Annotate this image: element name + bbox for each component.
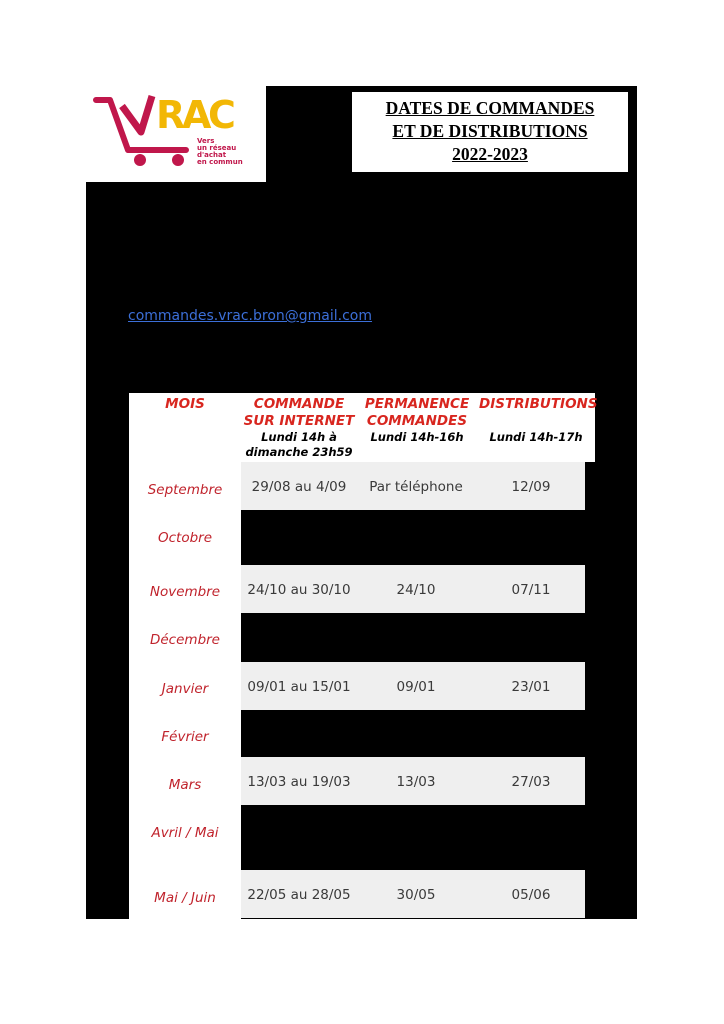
contact-email-link[interactable]: commandes.vrac.bron@gmail.com [128,308,373,324]
month-cell: Février [161,729,209,745]
header-mois-label: MOIS [165,396,205,412]
logo-tagline-line: un réseau [197,144,237,152]
header-commande-hours: Lundi 14h à [261,430,337,444]
header-distributions-title: DISTRIBUTIONS [479,396,598,412]
header-mois [129,396,241,413]
month-cell: Mai / Juin [154,890,216,906]
header-permanence [359,396,475,445]
month-cell: Octobre [157,530,213,546]
month-cell: Novembre [149,584,221,600]
svg-text:A: A [182,93,212,137]
distribution-cell: 05/06 [511,887,551,903]
logo-tagline [197,138,243,166]
header-commande-title: SUR INTERNET [243,413,355,429]
header-permanence-hours: Lundi 14h-16h [370,430,464,444]
header-distributions [479,396,598,445]
logo-panel [86,86,266,182]
header-commande [241,396,357,460]
permanence-cell: 30/05 [396,887,436,903]
logo-tagline-line: en commun [197,158,243,166]
commande-cell: 22/05 au 28/05 [247,887,351,903]
vrac-cart-logo-icon [86,86,266,182]
distribution-cell: 07/11 [511,582,551,598]
header-commande-title: COMMANDE [253,396,345,412]
document-title [352,92,628,172]
title-line-2: ET DE DISTRIBUTIONS [392,121,588,141]
commande-cell: 29/08 au 4/09 [251,479,347,495]
table-header [129,393,598,462]
month-cell: Avril / Mai [151,825,219,841]
title-line-1: DATES DE COMMANDES [385,98,595,118]
distribution-cell: 12/09 [511,479,551,495]
header-commande-hours: dimanche 23h59 [245,445,353,459]
header-permanence-title: PERMANENCE [364,396,470,412]
title-line-3: 2022-2023 [452,144,528,164]
permanence-cell: Par téléphone [369,479,463,495]
permanence-cell: 09/01 [396,679,436,695]
distribution-cell: 27/03 [511,774,551,790]
header-distributions-hours: Lundi 14h-17h [489,430,583,444]
commande-cell: 09/01 au 15/01 [247,679,351,695]
permanence-cell: 13/03 [396,774,436,790]
month-cell: Mars [168,777,202,793]
header-permanence-title: COMMANDES [366,413,468,429]
month-cell: Septembre [147,482,223,498]
svg-text:C: C [208,93,236,137]
permanence-cell: 24/10 [396,582,436,598]
logo-tagline-line: Vers [197,137,215,145]
distribution-cell: 23/01 [511,679,551,695]
month-cell: Décembre [149,632,220,648]
svg-text:R: R [156,93,186,137]
commande-cell: 24/10 au 30/10 [247,582,351,598]
month-cell: Janvier [161,681,209,697]
logo-tagline-line: d'achat [197,151,227,159]
commande-cell: 13/03 au 19/03 [247,774,351,790]
